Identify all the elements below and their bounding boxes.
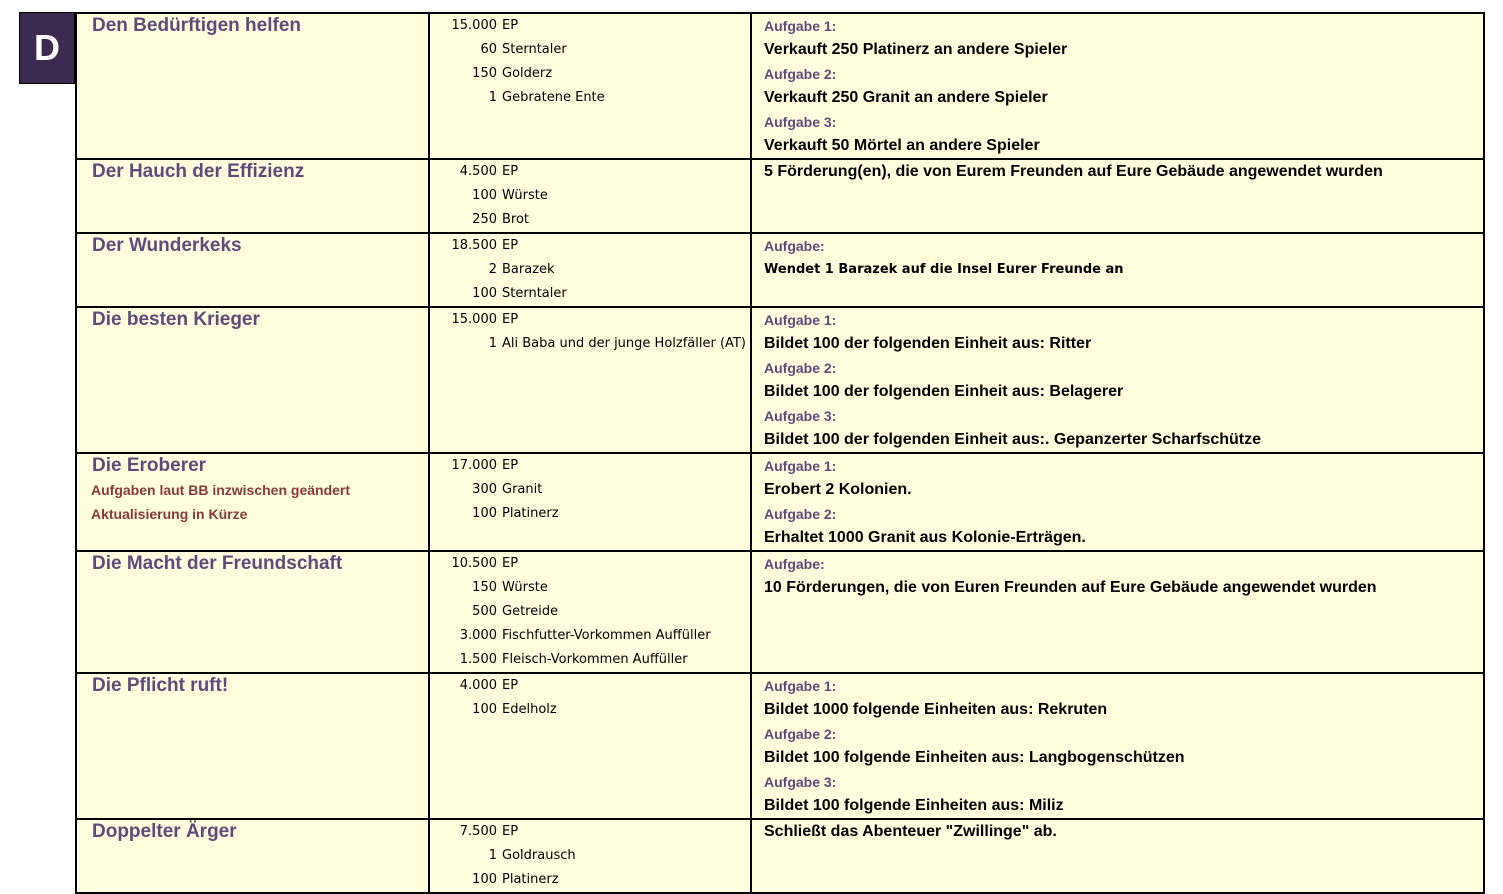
reward-amount: 15.000 bbox=[451, 18, 497, 33]
quest-name-cell bbox=[76, 307, 429, 453]
task-text: Bildet 100 der folgenden Einheit aus: Ritter bbox=[764, 335, 1092, 352]
task-label: Aufgabe: bbox=[764, 238, 825, 254]
reward-item bbox=[450, 698, 750, 722]
reward-item bbox=[450, 868, 750, 892]
rewards-cell bbox=[429, 159, 751, 233]
quest-name: Die Pflicht ruft! bbox=[92, 675, 229, 696]
reward-label: EP bbox=[502, 238, 519, 253]
reward-amount: 100 bbox=[472, 286, 497, 301]
reward-label: Gebratene Ente bbox=[502, 90, 605, 105]
quest-row bbox=[76, 307, 1484, 453]
quest-row bbox=[76, 673, 1484, 819]
quest-name: Der Wunderkeks bbox=[92, 235, 242, 256]
task-text: Schließt das Abenteuer "Zwillinge" ab. bbox=[764, 823, 1057, 840]
reward-amount: 4.000 bbox=[459, 678, 497, 693]
rewards-cell bbox=[429, 551, 751, 673]
reward-amount: 300 bbox=[472, 482, 497, 497]
task-label: Aufgabe 1: bbox=[764, 18, 837, 34]
reward-label: Platinerz bbox=[502, 506, 559, 521]
quest-row bbox=[76, 453, 1484, 551]
reward-amount: 7.500 bbox=[459, 824, 497, 839]
reward-amount: 1 bbox=[488, 848, 497, 863]
reward-item bbox=[450, 282, 750, 306]
reward-amount: 150 bbox=[472, 580, 497, 595]
quest-name-cell bbox=[76, 159, 429, 233]
reward-amount: 3.000 bbox=[459, 628, 497, 643]
reward-item bbox=[450, 454, 750, 478]
reward-label: EP bbox=[502, 678, 519, 693]
reward-item bbox=[450, 844, 750, 868]
reward-label: Goldrausch bbox=[502, 848, 576, 863]
quest-row bbox=[76, 233, 1484, 307]
quest-note: Aktualisierung in Kürze bbox=[91, 506, 248, 522]
reward-item bbox=[450, 502, 750, 526]
reward-amount: 100 bbox=[472, 872, 497, 887]
quest-table bbox=[75, 12, 1485, 894]
reward-amount: 1 bbox=[488, 336, 497, 351]
task-label: Aufgabe 1: bbox=[764, 312, 837, 328]
task-label: Aufgabe 2: bbox=[764, 66, 837, 82]
reward-item bbox=[450, 14, 750, 38]
rewards-cell bbox=[429, 453, 751, 551]
reward-amount: 18.500 bbox=[451, 238, 497, 253]
reward-label: Brot bbox=[502, 212, 530, 227]
task-text: Verkauft 250 Platinerz an andere Spieler bbox=[764, 41, 1068, 58]
reward-item bbox=[450, 674, 750, 698]
task-text: Bildet 100 folgende Einheiten aus: Miliz bbox=[764, 797, 1064, 814]
task-label: Aufgabe: bbox=[764, 556, 825, 572]
reward-item bbox=[450, 332, 750, 356]
quest-name: Die Macht der Freundschaft bbox=[92, 553, 343, 574]
quest-row bbox=[76, 819, 1484, 893]
quest-name: Die besten Krieger bbox=[92, 309, 260, 330]
reward-item bbox=[450, 552, 750, 576]
task-text: Bildet 100 der folgenden Einheit aus:. Gepanzerter Scharfschütze bbox=[764, 431, 1262, 448]
reward-label: Platinerz bbox=[502, 872, 559, 887]
task-label: Aufgabe 2: bbox=[764, 506, 837, 522]
reward-item bbox=[450, 160, 750, 184]
tasks-cell bbox=[751, 453, 1484, 551]
reward-label: Fischfutter-Vorkommen Auffüller bbox=[502, 628, 711, 643]
reward-amount: 10.500 bbox=[451, 556, 497, 571]
reward-amount: 100 bbox=[472, 188, 497, 203]
reward-label: Würste bbox=[502, 188, 548, 203]
reward-label: Getreide bbox=[502, 604, 559, 619]
task-label: Aufgabe 3: bbox=[764, 114, 837, 130]
reward-item bbox=[450, 258, 750, 282]
task-label: Aufgabe 3: bbox=[764, 408, 837, 424]
reward-item bbox=[450, 184, 750, 208]
quest-name-cell bbox=[76, 673, 429, 819]
quest-name: Der Hauch der Effizienz bbox=[92, 161, 305, 182]
reward-item bbox=[450, 648, 750, 672]
task-text: 5 Förderung(en), die von Eurem Freunden auf Eure Gebäude angewendet wurden bbox=[764, 163, 1383, 180]
task-text: 10 Förderungen, die von Euren Freunden auf Eure Gebäude angewendet wurden bbox=[764, 579, 1377, 596]
reward-item bbox=[450, 308, 750, 332]
reward-label: EP bbox=[502, 458, 519, 473]
reward-amount: 4.500 bbox=[459, 164, 497, 179]
reward-item bbox=[450, 86, 750, 110]
tasks-cell bbox=[751, 551, 1484, 673]
task-text: Erobert 2 Kolonien. bbox=[764, 481, 912, 498]
reward-amount: 1 bbox=[488, 90, 497, 105]
reward-label: Ali Baba und der junge Holzfäller (AT) bbox=[502, 336, 746, 351]
reward-amount: 1.500 bbox=[459, 652, 497, 667]
reward-label: Granit bbox=[502, 482, 543, 497]
reward-item bbox=[450, 234, 750, 258]
task-label: Aufgabe 1: bbox=[764, 458, 837, 474]
reward-item bbox=[450, 38, 750, 62]
rewards-cell bbox=[429, 673, 751, 819]
quest-name-cell bbox=[76, 453, 429, 551]
task-text: Bildet 1000 folgende Einheiten aus: Rekruten bbox=[764, 701, 1108, 718]
quest-name-cell bbox=[76, 13, 429, 159]
task-text: Verkauft 250 Granit an andere Spieler bbox=[764, 89, 1048, 106]
task-text: Bildet 100 folgende Einheiten aus: Langbogenschützen bbox=[764, 749, 1185, 766]
reward-amount: 60 bbox=[480, 42, 497, 57]
quest-row bbox=[76, 159, 1484, 233]
reward-amount: 17.000 bbox=[451, 458, 497, 473]
tasks-cell bbox=[751, 673, 1484, 819]
tasks-cell bbox=[751, 233, 1484, 307]
reward-label: Sterntaler bbox=[502, 286, 567, 301]
reward-item bbox=[450, 600, 750, 624]
reward-label: EP bbox=[502, 18, 519, 33]
reward-amount: 100 bbox=[472, 506, 497, 521]
reward-amount: 2 bbox=[488, 262, 497, 277]
reward-item bbox=[450, 62, 750, 86]
quest-name-cell bbox=[76, 819, 429, 893]
task-text: Bildet 100 der folgenden Einheit aus: Belagerer bbox=[764, 383, 1124, 400]
reward-item bbox=[450, 820, 750, 844]
rewards-cell bbox=[429, 819, 751, 893]
reward-amount: 100 bbox=[472, 702, 497, 717]
reward-amount: 500 bbox=[472, 604, 497, 619]
quest-row bbox=[76, 551, 1484, 673]
task-text: Wendet 1 Barazek auf die Insel Eurer Freunde an bbox=[764, 262, 1124, 277]
quest-note: Aufgaben laut BB inzwischen geändert bbox=[91, 482, 351, 498]
reward-label: EP bbox=[502, 312, 519, 327]
reward-item bbox=[450, 478, 750, 502]
reward-item bbox=[450, 208, 750, 232]
reward-label: Sterntaler bbox=[502, 42, 567, 57]
task-label: Aufgabe 3: bbox=[764, 774, 837, 790]
reward-item bbox=[450, 624, 750, 648]
rewards-cell bbox=[429, 307, 751, 453]
rewards-cell bbox=[429, 233, 751, 307]
task-label: Aufgabe 1: bbox=[764, 678, 837, 694]
quest-name: Den Bedürftigen helfen bbox=[92, 15, 302, 36]
reward-item bbox=[450, 576, 750, 600]
reward-label: EP bbox=[502, 824, 519, 839]
reward-label: Barazek bbox=[502, 262, 555, 277]
quest-name-cell bbox=[76, 551, 429, 673]
rewards-cell bbox=[429, 13, 751, 159]
reward-label: Würste bbox=[502, 580, 548, 595]
reward-amount: 250 bbox=[472, 212, 497, 227]
tasks-cell bbox=[751, 159, 1484, 233]
task-label: Aufgabe 2: bbox=[764, 726, 837, 742]
reward-label: Fleisch-Vorkommen Auffüller bbox=[502, 652, 688, 667]
quest-name: Die Eroberer bbox=[92, 455, 207, 476]
reward-label: EP bbox=[502, 164, 519, 179]
task-text: Erhaltet 1000 Granit aus Kolonie-Erträgen. bbox=[764, 529, 1086, 546]
reward-amount: 150 bbox=[472, 66, 497, 81]
tasks-cell bbox=[751, 13, 1484, 159]
reward-label: Golderz bbox=[502, 66, 553, 81]
quest-name: Doppelter Ärger bbox=[92, 821, 237, 842]
tasks-cell bbox=[751, 819, 1484, 893]
reward-label: EP bbox=[502, 556, 519, 571]
task-label: Aufgabe 2: bbox=[764, 360, 837, 376]
reward-amount: 15.000 bbox=[451, 312, 497, 327]
reward-label: Edelholz bbox=[502, 702, 557, 717]
task-text: Verkauft 50 Mörtel an andere Spieler bbox=[764, 137, 1040, 154]
tasks-cell bbox=[751, 307, 1484, 453]
quest-row bbox=[76, 13, 1484, 159]
section-letter-badge: D bbox=[19, 12, 75, 84]
quest-name-cell bbox=[76, 233, 429, 307]
